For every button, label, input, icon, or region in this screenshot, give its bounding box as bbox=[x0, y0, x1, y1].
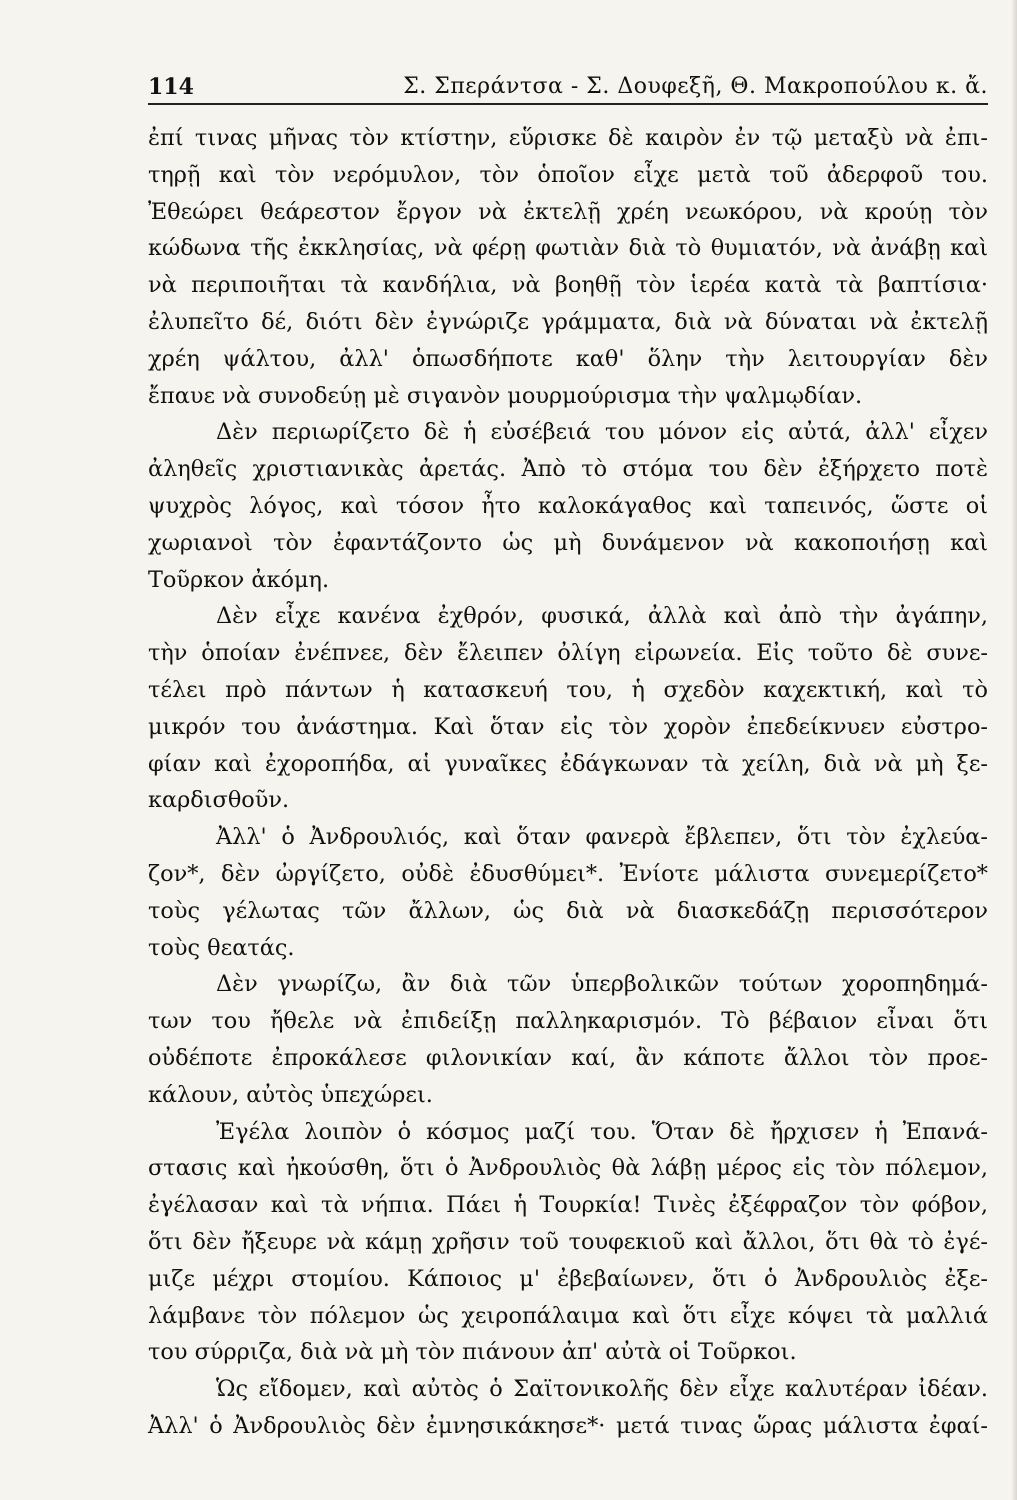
text-line: ἐπί τινας μῆνας τὸν κτίστην, εὕρισκε δὲ καιρὸν ἐν τῷ μεταξὺ νὰ ἐπι- bbox=[148, 125, 988, 151]
running-head: Σ. Σπεράντσα - Σ. Δουφεξῆ, Θ. Μακροπούλου κ. ἄ. bbox=[403, 74, 988, 99]
text-line: Ἐθεώρει θεάρεστον ἔργον νὰ ἐκτελῇ χρέη νεωκόρου, νὰ κρούῃ τὸν bbox=[148, 198, 988, 225]
text-line: ζον*, δὲν ὠργίζετο, οὐδὲ ἐδυσθύμει*. Ἐνίοτε μάλιστα συνεμερίζετο* bbox=[148, 860, 988, 887]
text-line: του σύρριζα, διὰ νὰ μὴ τὸν πιάνουν ἀπ' αὐτὰ οἱ Τοῦρκοι. bbox=[148, 1339, 797, 1366]
page-header bbox=[148, 66, 988, 106]
text-line: τέλει πρὸ πάντων ἡ κατασκευή του, ἡ σχεδὸν καχεκτική, καὶ τὸ bbox=[148, 676, 988, 703]
text-line: ψυχρὸς λόγος, καὶ τόσον ἦτο καλοκάγαθος καὶ ταπεινός, ὥστε οἱ bbox=[148, 492, 988, 519]
paragraph-first-line: Δὲν γνωρίζω, ἂν διὰ τῶν ὑπερβολικῶν τούτων χοροπηδημά- bbox=[216, 971, 988, 998]
text-line: τὴν ὁποίαν ἐνέπνεε, δὲν ἔλειπεν ὀλίγη εἰρωνεία. Εἰς τοῦτο δὲ συνε- bbox=[148, 640, 988, 667]
text-line: μιζε μέχρι στομίου. Κάποιος μ' ἐβεβαίωνεν, ὅτι ὁ Ἀνδρουλιὸς ἐξε- bbox=[148, 1265, 988, 1292]
page-number: 114 bbox=[148, 74, 194, 100]
paragraph-first-line: Ἀλλ' ὁ Ἀνδρουλιός, καὶ ὅταν φανερὰ ἔβλεπεν, ὅτι τὸν ἐχλεύα- bbox=[216, 824, 988, 851]
text-line: ἐγέλασαν καὶ τὰ νήπια. Πάει ἡ Τουρκία! Τινὲς ἐξέφραζον τὸν φόβον, bbox=[148, 1192, 988, 1219]
text-line: κώδωνα τῆς ἐκκλησίας, νὰ φέρῃ φωτιὰν διὰ τὸ θυμιατόν, νὰ ἀνάβῃ καὶ bbox=[148, 235, 988, 262]
text-line: τοὺς θεατάς. bbox=[148, 934, 295, 961]
text-line: ἀληθεῖς χριστιανικὰς ἀρετάς. Ἀπὸ τὸ στόμα του δὲν ἐξήρχετο ποτὲ bbox=[148, 456, 988, 483]
text-line: στασις καὶ ἠκούσθη, ὅτι ὁ Ἀνδρουλιὸς θὰ λάβῃ μέρος εἰς τὸν πόλεμον, bbox=[148, 1155, 988, 1182]
text-line: μικρόν του ἀνάστημα. Καὶ ὅταν εἰς τὸν χορὸν ἐπεδείκνυεν εὐστρο- bbox=[148, 713, 988, 740]
text-line: χωριανοὶ τὸν ἐφαντάζοντο ὡς μὴ δυνάμενον νὰ κακοποιήσῃ καὶ bbox=[148, 529, 988, 556]
text-line: κάλουν, αὐτὸς ὑπεχώρει. bbox=[148, 1081, 433, 1108]
text-line: λάμβανε τὸν πόλεμον ὡς χειροπάλαιμα καὶ ὅτι εἶχε κόψει τὰ μαλλιά bbox=[148, 1302, 988, 1329]
paragraph-first-line: Δὲν περιωρίζετο δὲ ἡ εὐσέβειά του μόνον εἰς αὐτά, ἀλλ' εἶχεν bbox=[216, 419, 988, 446]
text-line: χρέη ψάλτου, ἀλλ' ὁπωσδήποτε καθ' ὅλην τὴν λειτουργίαν δὲν bbox=[148, 345, 988, 372]
text-line: νὰ περιποιῆται τὰ κανδήλια, νὰ βοηθῇ τὸν ἱερέα κατὰ τὰ βαπτίσια· bbox=[148, 272, 988, 299]
text-line: τηρῇ καὶ τὸν νερόμυλον, τὸν ὁποῖον εἶχε μετὰ τοῦ ἀδερφοῦ του. bbox=[148, 161, 988, 188]
paragraph-first-line: Δὲν εἶχε κανένα ἐχθρόν, φυσικά, ἀλλὰ καὶ ἀπὸ τὴν ἀγάπην, bbox=[216, 603, 988, 630]
paragraph-first-line: Ὡς εἴδομεν, καὶ αὐτὸς ὁ Σαϊτονικολῆς δὲν εἶχε καλυτέραν ἰδέαν. bbox=[216, 1376, 988, 1403]
text-line: καρδισθοῦν. bbox=[148, 787, 290, 814]
paragraph-first-line: Ἐγέλα λοιπὸν ὁ κόσμος μαζί του. Ὅταν δὲ ἤρχισεν ἡ Ἐπανά- bbox=[216, 1118, 988, 1145]
text-line: φίαν καὶ ἐχοροπήδα, αἱ γυναῖκες ἐδάγκωναν τὰ χείλη, διὰ νὰ μὴ ξε- bbox=[148, 750, 988, 777]
text-line: Τοῦρκον ἀκόμη. bbox=[148, 566, 330, 593]
text-line: τοὺς γέλωτας τῶν ἄλλων, ὡς διὰ νὰ διασκεδάζῃ περισσότερον bbox=[148, 897, 988, 924]
page-edge bbox=[1011, 0, 1017, 1500]
text-line: ἐλυπεῖτο δέ, διότι δὲν ἐγνώριζε γράμματα, διὰ νὰ δύναται νὰ ἐκτελῇ bbox=[148, 308, 988, 335]
text-line: Ἀλλ' ὁ Ἀνδρουλιὸς δὲν ἐμνησικάκησε*· μετά τινας ὥρας μάλιστα ἐφαί- bbox=[148, 1412, 988, 1439]
text-line: ἔπαυε νὰ συνοδεύῃ μὲ σιγανὸν μουρμούρισμα τὴν ψαλμῳδίαν. bbox=[148, 382, 863, 409]
body-text bbox=[148, 120, 988, 1445]
header-rule bbox=[148, 103, 988, 105]
text-line: οὐδέποτε ἐπροκάλεσε φιλονικίαν καί, ἂν κάποτε ἄλλοι τὸν προε- bbox=[148, 1044, 988, 1071]
text-line: ὅτι δὲν ἤξευρε νὰ κάμῃ χρῆσιν τοῦ τουφεκιοῦ καὶ ἄλλοι, ὅτι θὰ τὸ ἐγέ- bbox=[148, 1228, 988, 1255]
text-line: των του ἤθελε νὰ ἐπιδείξῃ παλληκαρισμόν. Τὸ βέβαιον εἶναι ὅτι bbox=[148, 1008, 988, 1035]
